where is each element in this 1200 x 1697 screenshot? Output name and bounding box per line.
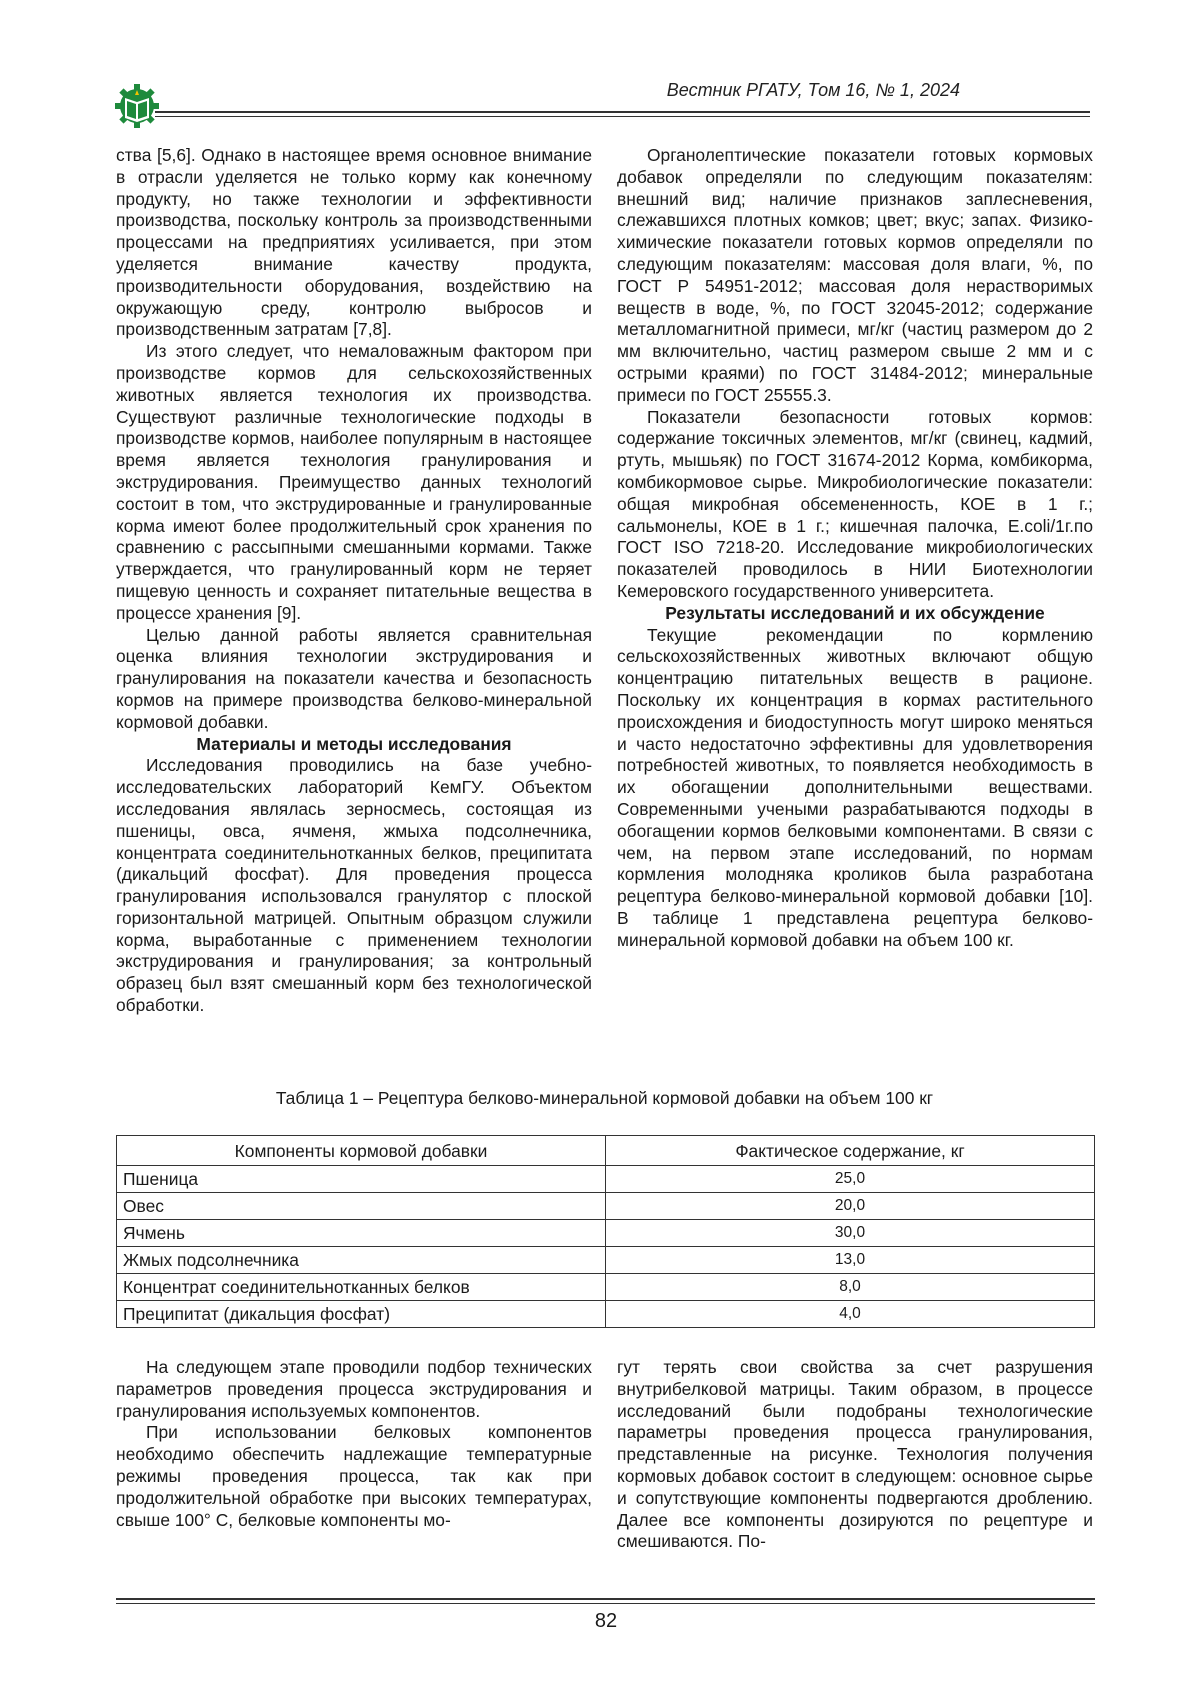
- paragraph: гут терять свои свойства за счет разрушения внутрибелковой матрицы. Таким образом, в процессе исследований были подобраны технологические параметры проведения процесса гранулирования, представленные на рисунке. Технология получения кормовых добавок состоит в следующем: основное сырье и сопутствующие компоненты подвергаются дроблению. Далее все компоненты дозируются по рецептуре и смешиваются. По-: [617, 1357, 1093, 1552]
- component-cell: Концентрат соединительнотканных белков: [117, 1274, 606, 1301]
- book-gear-logo-icon: [113, 82, 161, 130]
- footer-rule: [116, 1598, 1095, 1604]
- table-row: [117, 1274, 1095, 1301]
- paragraph: Исследования проводились на базе учебно-исследовательских лабораторий КемГУ. Объектом исследования являлась зерносмесь, состоящая из пшеницы, овса, ячменя, жмыха подсолнечника, концентрата соединительнотканных белков, преципитата (дикальций фосфат). Для проведения процесса гранулирования использовался гранулятор с плоской горизонтальной матрицей. Опытным образцом служили корма, выработанные с применением технологии экструдирования и гранулирования; за контрольный образец был взят смешанный корм без технологической обработки.: [116, 755, 592, 1016]
- paragraph: Целью данной работы является сравнительная оценка влияния технологии экструдирования и гранулирования на показатели качества и безопасность кормов на примере производства белково-минеральной кормовой добавки.: [116, 624, 592, 732]
- table-row: [117, 1301, 1095, 1328]
- paragraph: На следующем этапе проводили подбор технических параметров проведения процесса экструдирования и гранулирования используемых компонентов.: [116, 1357, 592, 1421]
- left-column-bottom: [116, 1357, 592, 1531]
- component-cell: Ячмень: [117, 1220, 606, 1247]
- amount-cell: 20,0: [606, 1193, 1095, 1220]
- left-column-top: [116, 145, 592, 1017]
- journal-title: Вестник РГАТУ, Том 16, № 1, 2024: [666, 80, 960, 100]
- amount-cell: 25,0: [606, 1166, 1095, 1193]
- paragraph: Из этого следует, что немаловажным фактором при производстве кормов для сельскохозяйственных животных является технология их производства. Существуют различные технологические подходы в производстве кормов, наиболее популярным в настоящее время является технология гранулирования и экструдирования. Преимущество данных технологий состоит в том, что экструдированные и гранулированные корма имеют более продолжительный срок хранения по сравнению с рассыпными смешанными кормами. Также утверждается, что гранулированный корм не теряет пищевую ценность и сохраняет питательные вещества в процессе хранения [9].: [116, 341, 592, 623]
- amount-cell: 8,0: [606, 1274, 1095, 1301]
- paragraph: Текущие рекомендации по кормлению сельскохозяйственных животных включают общую концентрацию питательных веществ в рационе. Поскольку их концентрация в кормах растительного происхождения и биодоступность могут широко меняться и часто недостаточно эффективны для удовлетворения потребностей животных, то появляется необходимость в их обогащении дополнительными веществами. Современными учеными разрабатываются подходы в обогащении кормов белковыми компонентами. В связи с чем, на первом этапе исследований, по нормам кормления молодняка кроликов была разработана рецептура белково-минеральной кормовой добавки [10]. В таблице 1 представлена рецептура белково-минеральной кормовой добавки на объем 100 кг.: [617, 624, 1093, 950]
- amount-cell: 4,0: [606, 1301, 1095, 1328]
- table-row: [117, 1247, 1095, 1274]
- table-row: [117, 1220, 1095, 1247]
- table-row: [117, 1193, 1095, 1220]
- paragraph: Органолептические показатели готовых кормовых добавок определяли по следующим показателям: внешний вид; наличие признаков заплесневения, слежавшихся плотных комков; цвет; вкус; запах. Физико-химические показатели готовых кормов определяли по следующим показателям: массовая доля влаги, %, по ГОСТ Р 54951-2012; массовая доля нерастворимых веществ в воде, %, по ГОСТ 32045-2012; содержание металломагнитной примеси, мг/кг (частиц размером до 2 мм включительно, частиц размером свыше 2 мм и с острыми краями) по ГОСТ 31484-2012; минеральные примеси по ГОСТ 25555.3.: [617, 145, 1093, 405]
- recipe-table: [116, 1135, 1095, 1328]
- table-caption: Таблица 1 – Рецептура белково-минеральной кормовой добавки на объем 100 кг: [275, 1088, 934, 1108]
- amount-cell: 13,0: [606, 1247, 1095, 1274]
- page-number: 82: [594, 1610, 618, 1632]
- section-heading: Материалы и методы исследования: [196, 733, 512, 754]
- paragraph: При использовании белковых компонентов необходимо обеспечить надлежащие температурные режимы проведения процесса, так как при продолжительной обработке при высоких температурах, свыше 100° С, белковые компоненты мо-: [116, 1422, 592, 1530]
- component-cell: Жмых подсолнечника: [117, 1247, 606, 1274]
- paragraph: Показатели безопасности готовых кормов: содержание токсичных элементов, мг/кг (свинец, кадмий, ртуть, мышьяк) по ГОСТ 31674-2012 Корма, комбикорма, комбикормовое сырье. Микробиологические показатели: общая микробная обсемененность, КОЕ в 1 г.; сальмонелы, КОЕ в 1 г.; кишечная палочка, E.coli/1г.по ГОСТ ISO 7218-20. Исследование микробиологических показателей проводилось в НИИ Биотехнологии Кемеровского государственного университета.: [617, 406, 1093, 601]
- table-row: [117, 1166, 1095, 1193]
- component-cell: Преципитат (дикальция фосфат): [117, 1301, 606, 1328]
- component-cell: Овес: [117, 1193, 606, 1220]
- header-rule: [155, 111, 1090, 117]
- table-header-row: [117, 1136, 1095, 1166]
- paragraph: ства [5,6]. Однако в настоящее время основное внимание в отрасли уделяется не только корму как конечному продукту, но также технологии и эффективности производства, поскольку контроль за производственными процессами на предприятиях усиливается, при этом уделяется внимание качеству продукта, производительности оборудования, воздействию на окружающую среду, контролю выбросов и производственным затратам [7,8].: [116, 145, 592, 340]
- table-header-cell: Фактическое содержание, кг: [606, 1136, 1095, 1166]
- section-heading: Результаты исследований и их обсуждение: [665, 602, 1045, 623]
- table-header-cell: Компоненты кормовой добавки: [117, 1136, 606, 1166]
- right-column-bottom: [617, 1357, 1093, 1553]
- component-cell: Пшеница: [117, 1166, 606, 1193]
- amount-cell: 30,0: [606, 1220, 1095, 1247]
- right-column-top: [617, 145, 1093, 951]
